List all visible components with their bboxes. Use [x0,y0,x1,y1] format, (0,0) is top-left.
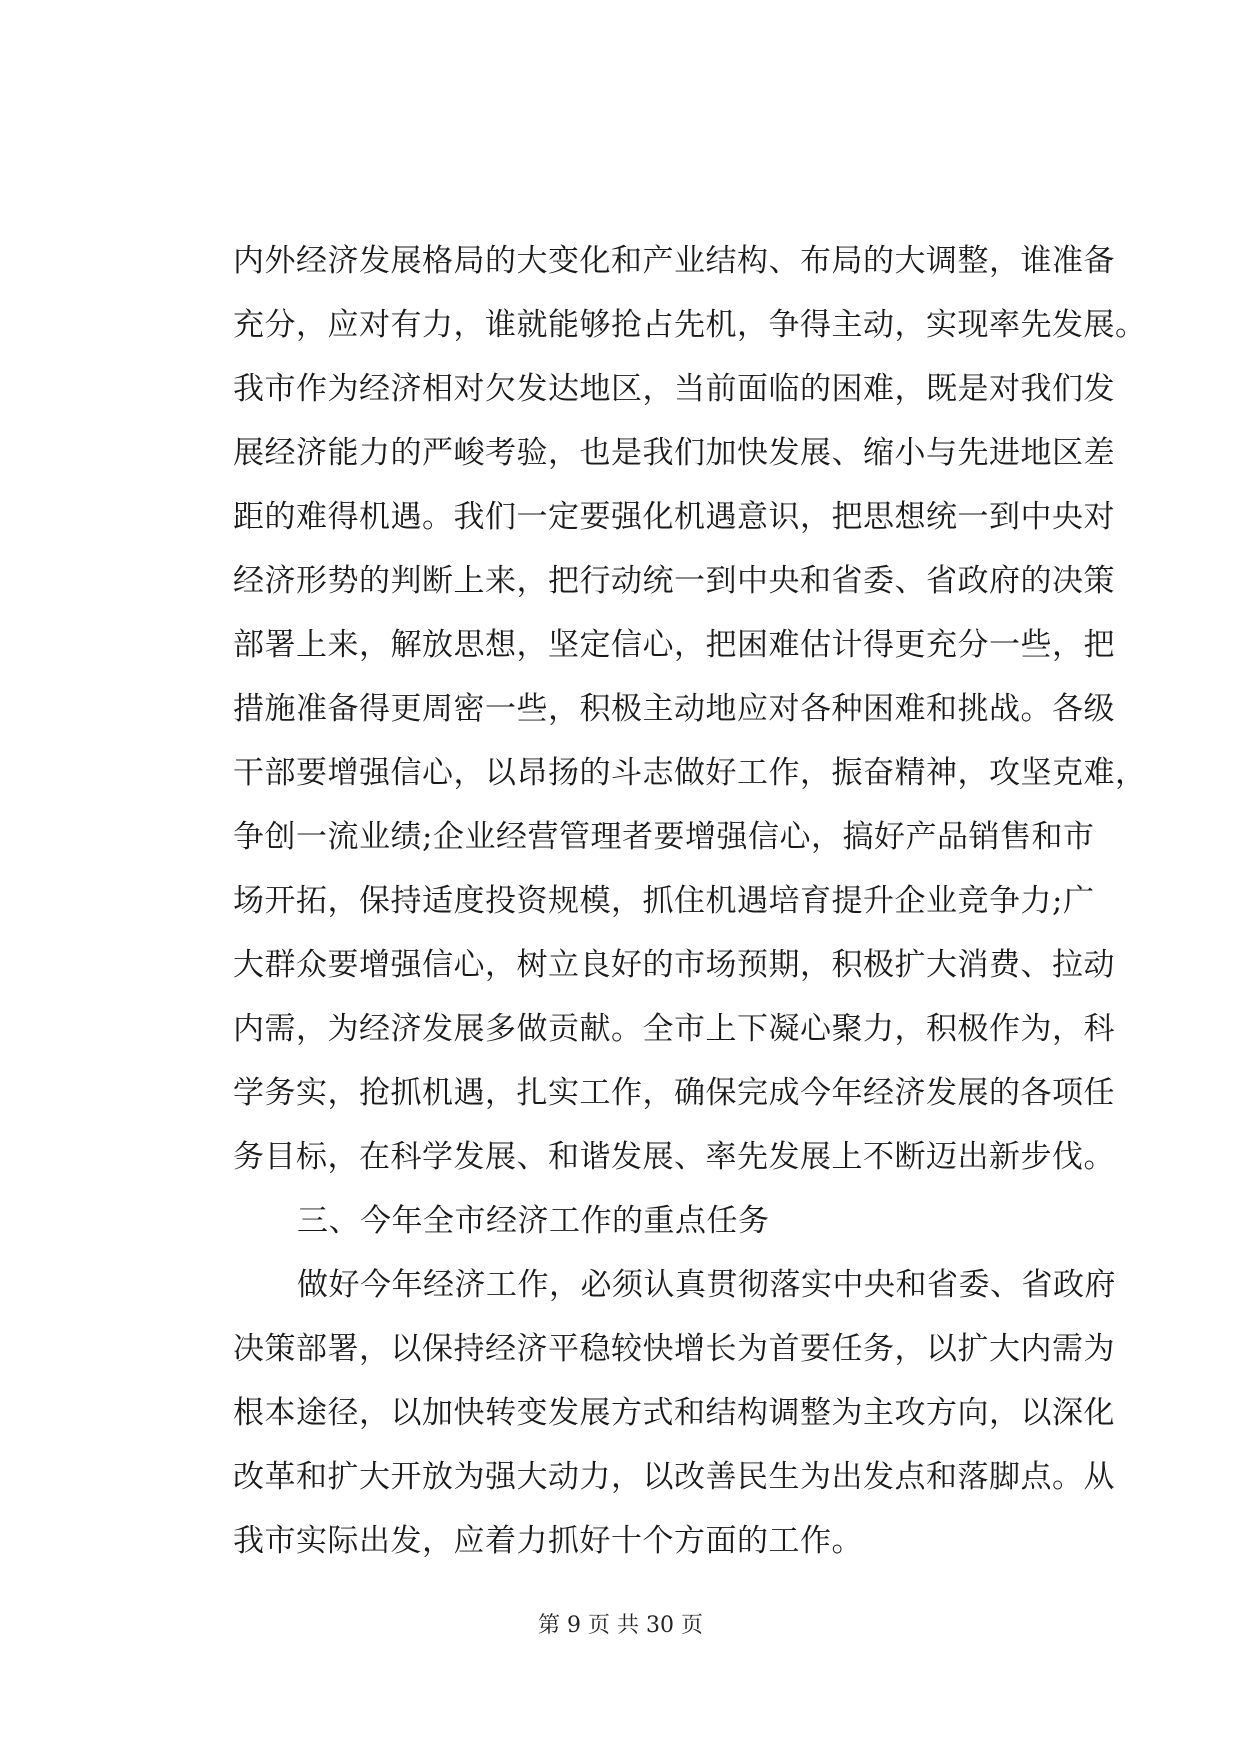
paragraph-2-line: 我市实际出发，应着力抓好十个方面的工作。 [233,1523,863,1559]
document-body [233,229,1147,1573]
paragraph-1-line: 内外经济发展格局的大变化和产业结构、布局的大调整，谁准备 [233,243,1115,279]
paragraph-1-line: 学务实，抢抓机遇，扎实工作，确保完成今年经济发展的各项任 [233,1075,1115,1111]
paragraph-1-line: 大群众要增强信心，树立良好的市场预期，积极扩大消费、拉动 [233,947,1115,983]
paragraph-1-line: 充分，应对有力，谁就能够抢占先机，争得主动，实现率先发展。 [233,307,1147,343]
paragraph-1-line: 内需，为经济发展多做贡献。全市上下凝心聚力，积极作为，科 [233,1011,1115,1047]
paragraph-2-line: 根本途径，以加快转变发展方式和结构调整为主攻方向，以深化 [233,1395,1115,1431]
paragraph-1-line: 干部要增强信心，以昂扬的斗志做好工作，振奋精神，攻坚克难， [233,755,1147,791]
paragraph-1-line: 距的难得机遇。我们一定要强化机遇意识，把思想统一到中央对 [233,499,1115,535]
paragraph-1-line: 经济形势的判断上来，把行动统一到中央和省委、省政府的决策 [233,563,1115,599]
paragraph-1-line: 展经济能力的严峻考验，也是我们加快发展、缩小与先进地区差 [233,435,1115,471]
paragraph-1-line: 措施准备得更周密一些，积极主动地应对各种困难和挑战。各级 [233,691,1115,727]
paragraph-2-line: 决策部署，以保持经济平稳较快增长为首要任务，以扩大内需为 [233,1331,1115,1367]
section-heading: 三、今年全市经济工作的重点任务 [297,1203,770,1239]
paragraph-2-line: 改革和扩大开放为强大动力，以改善民生为出发点和落脚点。从 [233,1459,1115,1495]
paragraph-1-line: 争创一流业绩;企业经营管理者要增强信心，搞好产品销售和市 [233,819,1095,855]
paragraph-1-line: 场开拓，保持适度投资规模，抓住机遇培育提升企业竞争力;广 [233,883,1095,919]
page-number-footer: 第 9 页 共 30 页 [538,1613,703,1638]
paragraph-2-line: 做好今年经济工作，必须认真贯彻落实中央和省委、省政府 [297,1267,1116,1303]
paragraph-1-line: 我市作为经济相对欠发达地区，当前面临的困难，既是对我们发 [233,371,1115,407]
paragraph-1-line: 务目标，在科学发展、和谐发展、率先发展上不断迈出新步伐。 [233,1139,1115,1175]
paragraph-1-line: 部署上来，解放思想，坚定信心，把困难估计得更充分一些，把 [233,627,1115,663]
